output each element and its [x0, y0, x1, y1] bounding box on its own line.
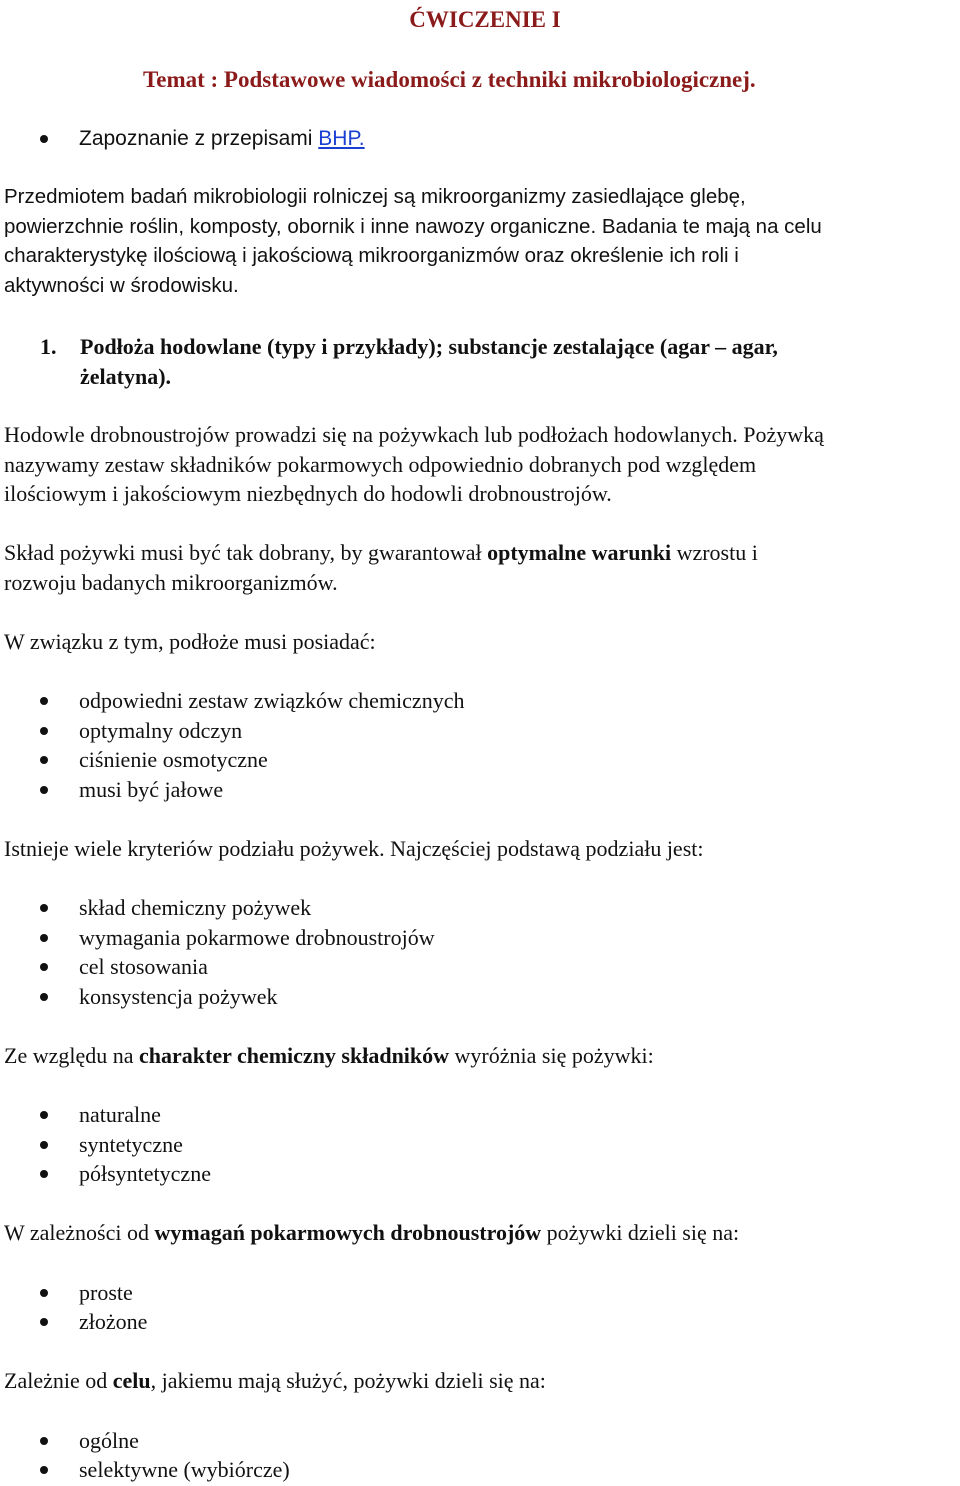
bhp-prefix: Zapoznanie z przepisami	[79, 127, 319, 150]
paragraph-line: ilościowym i jakościowym niezbędnych do hodowli drobnoustrojów.	[4, 481, 612, 506]
requirements-intro: W związku z tym, podłoże musi posiadać:	[4, 629, 376, 654]
bullet-icon	[40, 1170, 48, 1178]
bullet-icon	[40, 135, 48, 143]
media-paragraph	[4, 420, 954, 509]
text-span: , jakiemu mają służyć, pożywki dzieli się na:	[150, 1368, 546, 1393]
list-item-text: proste	[79, 1280, 133, 1305]
paragraph-line: nazywamy zestaw składników pokarmowych odpowiednio dobranych pod względem	[4, 451, 757, 477]
bold-text: optymalne warunki	[487, 540, 672, 565]
bhp-link[interactable]: BHP.	[318, 127, 365, 150]
section-heading-line: żelatyna).	[80, 363, 172, 389]
bullet-icon	[40, 993, 48, 1001]
text-span: pożywki dzieli się na:	[541, 1220, 740, 1245]
bullet-icon	[40, 756, 48, 764]
section-heading-1	[40, 332, 940, 391]
bullet-icon	[40, 904, 48, 912]
bullet-icon	[40, 1437, 48, 1445]
intro-line: charakterystykę ilościową i jakościową mikroorganizmów oraz określenie ich roli i	[4, 244, 739, 267]
section-number: 1.	[40, 334, 57, 359]
criteria-intro: Istnieje wiele kryteriów podziału pożywek. Najczęściej podstawą podziału jest:	[4, 836, 704, 861]
purpose-intro	[4, 1366, 546, 1396]
exercise-title: ĆWICZENIE I	[409, 7, 561, 32]
list-item-text: konsystencja pożywek	[79, 984, 278, 1009]
paragraph-line: rozwoju badanych mikroorganizmów.	[4, 569, 338, 595]
bullet-icon	[40, 963, 48, 971]
intro-paragraph	[4, 182, 954, 300]
bullet-icon	[40, 727, 48, 735]
bullet-icon	[40, 697, 48, 705]
bullet-icon	[40, 1141, 48, 1149]
list-item-text: syntetyczne	[79, 1132, 183, 1157]
text-span: wzrostu i	[671, 540, 758, 565]
bullet-icon	[40, 1318, 48, 1326]
list-item-text: cel stosowania	[79, 954, 208, 979]
list-item-text: ogólne	[79, 1428, 139, 1453]
bullet-icon	[40, 786, 48, 794]
chemical-character-intro	[4, 1041, 654, 1071]
bold-text: wymagań pokarmowych drobnoustrojów	[154, 1220, 542, 1245]
bullet-icon	[40, 1111, 48, 1119]
list-item-text: optymalny odczyn	[79, 718, 243, 743]
nutritional-requirements-intro	[4, 1218, 739, 1248]
list-item-text: selektywne (wybiórcze)	[79, 1457, 290, 1482]
paragraph-line: Hodowle drobnoustrojów prowadzi się na pożywkach lub podłożach hodowlanych. Pożywką	[4, 422, 824, 447]
intro-line: Przedmiotem badań mikrobiologii rolniczej są mikroorganizmy zasiedlające glebę,	[4, 185, 746, 208]
list-item-text: złożone	[79, 1309, 148, 1334]
intro-line: aktywności w środowisku.	[4, 273, 239, 297]
topic-subtitle: Temat : Podstawowe wiadomości z techniki mikrobiologicznej.	[143, 67, 756, 92]
list-item-text: skład chemiczny pożywek	[79, 895, 312, 920]
text-span: W zależności od	[4, 1220, 155, 1245]
text-span: Skład pożywki musi być tak dobrany, by gwarantował	[4, 540, 488, 565]
list-item-text: odpowiedni zestaw związków chemicznych	[79, 688, 465, 713]
list-item-text: wymagania pokarmowe drobnoustrojów	[79, 925, 435, 950]
text-span: Zależnie od	[4, 1368, 113, 1393]
composition-paragraph	[4, 538, 954, 597]
text-span: wyróżnia się pożywki:	[449, 1043, 654, 1068]
list-item-text: naturalne	[79, 1102, 161, 1127]
bullet-icon	[40, 1466, 48, 1474]
list-item-text: półsyntetyczne	[79, 1161, 211, 1186]
section-heading-line: Podłoża hodowlane (typy i przykłady); substancje zestalające (agar – agar,	[80, 334, 778, 359]
bold-text: charakter chemiczny składników	[139, 1043, 450, 1068]
bold-text: celu	[112, 1368, 151, 1393]
bullet-icon	[40, 934, 48, 942]
list-item-text: musi być jałowe	[79, 777, 224, 802]
intro-line: powierzchnie roślin, komposty, obornik i inne nawozy organiczne. Badania te mają na celu	[4, 214, 822, 238]
list-item-text: ciśnienie osmotyczne	[79, 747, 268, 772]
bullet-icon	[40, 1289, 48, 1297]
text-span: Ze względu na	[4, 1043, 139, 1068]
